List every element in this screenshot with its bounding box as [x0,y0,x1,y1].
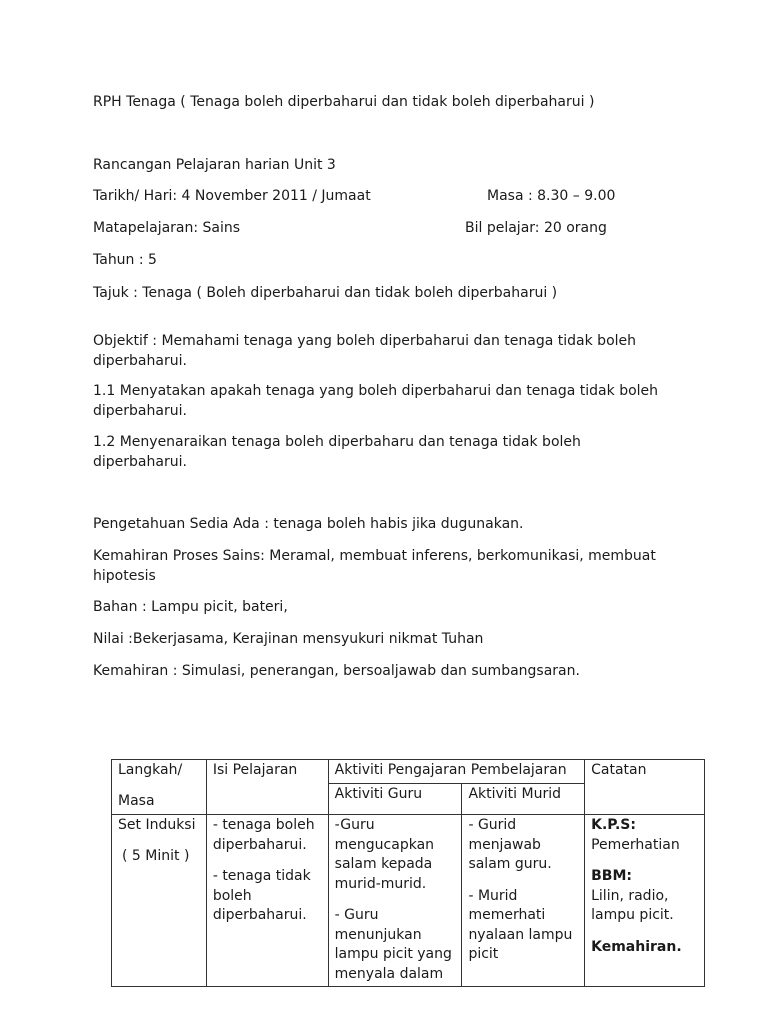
bahan: Bahan : Lampu picit, bateri, [93,599,288,615]
header-catatan: Catatan [585,760,705,815]
matapelajaran: Matapelajaran: Sains [93,220,241,236]
cell-isi [206,815,328,987]
objektif: Objektif : Memahami tenaga yang boleh diperbaharui dan tenaga tidak boleh diperbaharui. [93,333,637,369]
header-aktiviti-guru: Aktiviti Guru [328,784,462,815]
catatan-kps: Pemerhatian [591,836,680,853]
catatan-kemahiran-label: Kemahiran. [591,938,682,955]
header-langkah: Langkah/ [118,762,183,778]
isi-item: - tenaga boleh diperbaharui. [212,817,315,853]
murid-item: - Murid memerhati nyalaan lampu picit [468,887,573,962]
header-isi-pelajaran: Isi Pelajaran [206,760,328,815]
header-masa: Masa [118,792,155,809]
pengetahuan-sedia-ada: Pengetahuan Sedia Ada : tenaga boleh habis jika dugunakan. [93,516,524,532]
catatan-bbm-label: BBM: [591,868,632,884]
bil-pelajar: Bil pelajar: 20 orang [465,220,607,236]
catatan-bbm: Lilin, radio, lampu picit. [591,887,674,923]
kemahiran: Kemahiran : Simulasi, penerangan, bersoaljawab dan sumbangsaran. [93,663,580,679]
cell-langkah [112,815,207,987]
masa: Masa : 8.30 – 9.00 [487,188,616,204]
table-header-row [112,760,705,784]
langkah-masa: ( 5 Minit ) [122,847,190,864]
murid-item: - Gurid menjawab salam guru. [468,817,552,872]
header-langkah-masa [112,760,207,815]
nilai: Nilai :Bekerjasama, Kerajinan mensyukuri nikmat Tuhan [93,631,484,647]
langkah-set-induksi: Set Induksi [118,817,196,833]
objektif-1-2: 1.2 Menyenaraikan tenaga boleh diperbaharu dan tenaga tidak boleh diperbaharui. [93,434,581,470]
document-title: RPH Tenaga ( Tenaga boleh diperbaharui dan tidak boleh diperbaharui ) [93,94,595,110]
tahun: Tahun : 5 [93,252,157,268]
kemahiran-proses-sains: Kemahiran Proses Sains: Meramal, membuat inferens, berkomunikasi, membuat hipotesis [93,548,656,584]
cell-aktiviti-murid [462,815,585,987]
catatan-kps-label: K.P.S: [591,817,636,833]
guru-item: -Guru mengucapkan salam kepada murid-murid. [334,817,435,892]
cell-catatan [585,815,705,987]
header-aktiviti-murid: Aktiviti Murid [462,784,585,815]
guru-item: - Guru menunjukan lampu picit yang menyala dalam [334,907,452,982]
cell-aktiviti-guru [328,815,462,987]
lesson-table [111,759,705,987]
tajuk: Tajuk : Tenaga ( Boleh diperbaharui dan tidak boleh diperbaharui ) [93,285,558,301]
objektif-1-1: 1.1 Menyatakan apakah tenaga yang boleh diperbaharui dan tenaga tidak boleh diperbaharui. [93,383,659,419]
isi-item: - tenaga tidak boleh diperbaharui. [212,868,311,923]
table-row [112,815,705,987]
tarikh-hari: Tarikh/ Hari: 4 November 2011 / Jumaat [93,188,371,204]
header-aktiviti: Aktiviti Pengajaran Pembelajaran [328,760,584,784]
unit-heading: Rancangan Pelajaran harian Unit 3 [93,157,336,173]
